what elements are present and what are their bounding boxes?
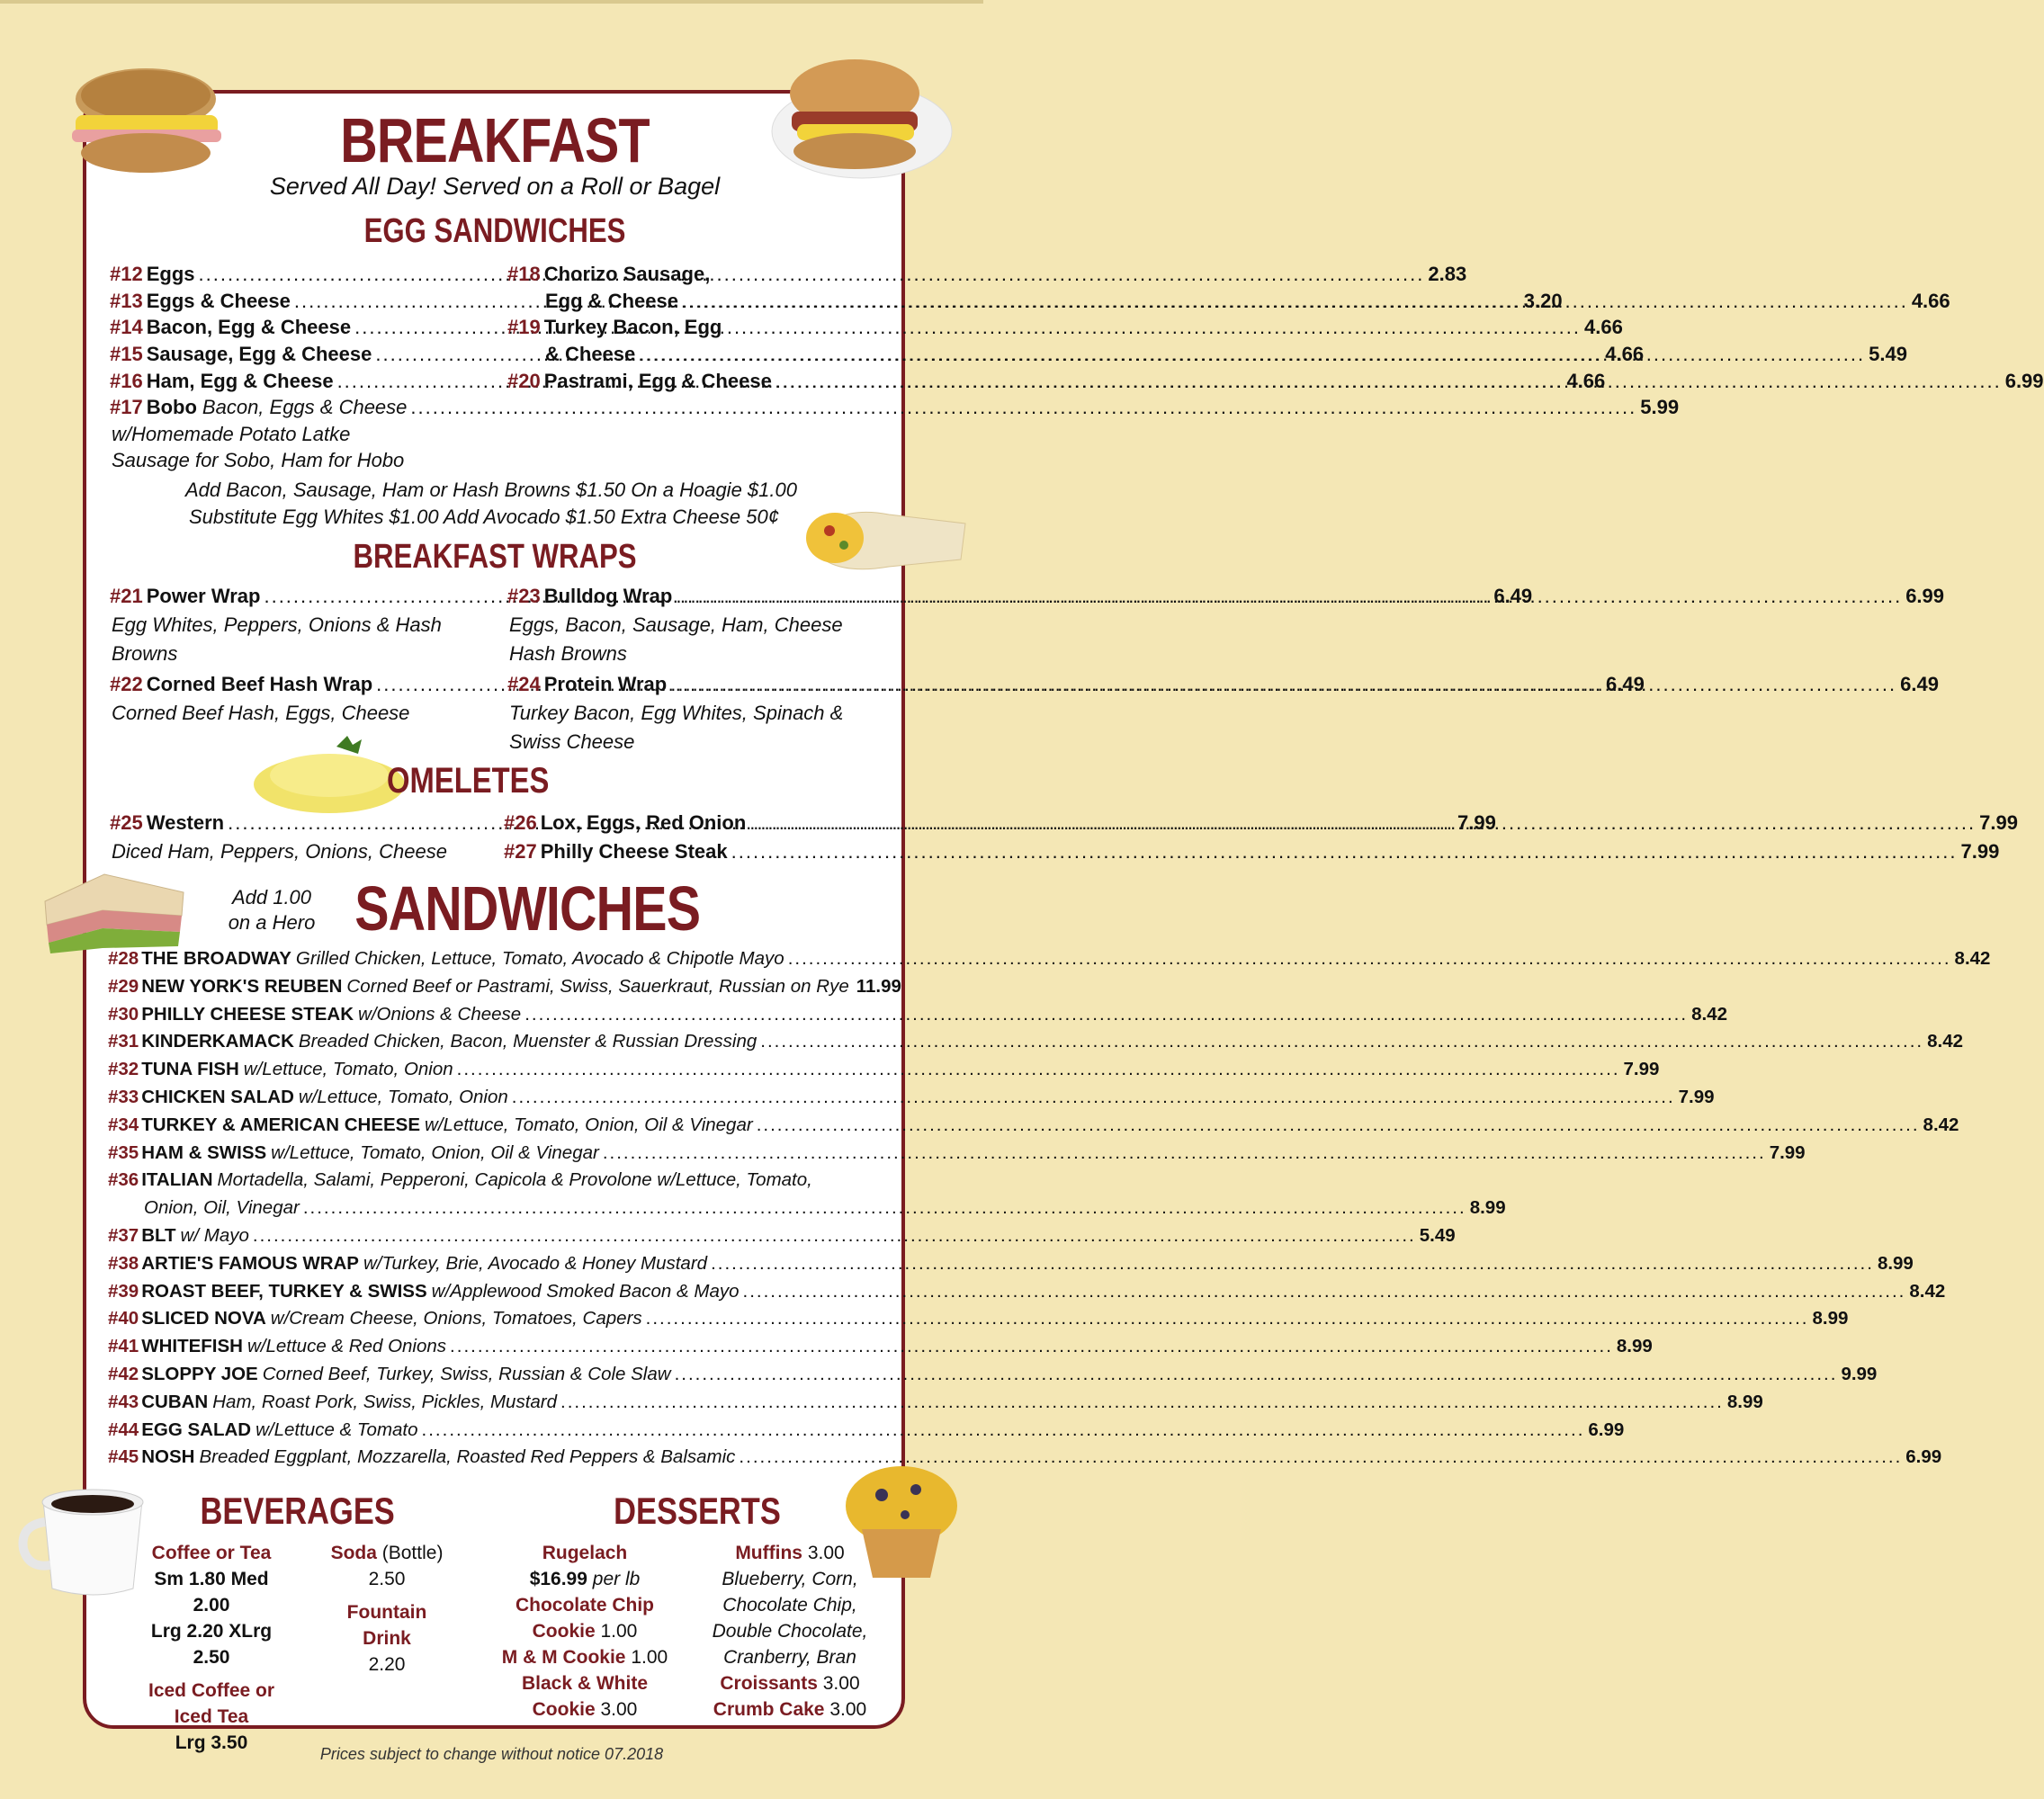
item-price: 8.42 xyxy=(1909,1280,1946,1302)
item-price: 6.49 xyxy=(1493,585,1533,607)
item-number: #32 xyxy=(108,1059,139,1080)
item-name: & Cheese xyxy=(545,343,636,365)
mm-price: 1.00 xyxy=(631,1647,668,1668)
sandwich-row xyxy=(108,1031,1964,1052)
item-name: Lox, Eggs, Red Onion xyxy=(540,811,747,834)
muffin-flavors: Cranberry, Bran xyxy=(723,1647,856,1668)
item-number: #30 xyxy=(108,1003,139,1025)
addons-line: Substitute Egg Whites $1.00 Add Avocado $1.50 Extra Cheese 50¢ xyxy=(189,506,779,528)
footer-note: Prices subject to change without notice 07.2018 xyxy=(319,1745,664,1763)
item-number: #38 xyxy=(108,1252,139,1274)
menu-item xyxy=(507,316,867,339)
item-name: Protein Wrap xyxy=(543,673,668,695)
leader-dots xyxy=(682,290,1908,313)
item-description: Browns xyxy=(112,642,178,665)
item-number: #27 xyxy=(504,840,537,863)
breakfast-subtitle: Served All Day! Served on a Roll or Bagel xyxy=(269,173,721,200)
muffins-price: 3.00 xyxy=(807,1543,845,1563)
chocolate-chip-cookie: Chocolate Chip xyxy=(515,1595,654,1616)
leader-dots xyxy=(303,1197,1466,1219)
item-number: #41 xyxy=(108,1336,139,1357)
item-name: Ham, Egg & Cheese xyxy=(146,370,334,392)
black-white-cookie: Black & White xyxy=(521,1673,649,1694)
sandwich-row xyxy=(108,1141,1806,1164)
sandwich-row xyxy=(108,1364,1878,1385)
item-name: TURKEY & AMERICAN CHEESE xyxy=(141,1114,421,1135)
rugelach: Rugelach xyxy=(542,1543,628,1563)
omeletes-title: OMELETES xyxy=(387,761,550,801)
item-price: 9.99 xyxy=(1841,1364,1878,1384)
iced-title: Iced Tea xyxy=(174,1706,249,1727)
item-number: #20 xyxy=(507,370,541,392)
item-number: #26 xyxy=(504,811,537,834)
breakfast-wraps-title: BREAKFAST WRAPS xyxy=(353,538,637,576)
leader-dots xyxy=(512,1087,1675,1108)
leader-dots xyxy=(410,396,1636,419)
breakfast-title: BREAKFAST xyxy=(340,105,650,175)
item-description: w/Lettuce & Red Onions xyxy=(247,1336,447,1357)
item-price: 8.99 xyxy=(1616,1336,1653,1357)
coffee-sizes: Lrg 2.20 XLrg 2.50 xyxy=(150,1621,273,1668)
menu-item xyxy=(110,343,1645,366)
item-number: #22 xyxy=(110,673,143,695)
item-number: #24 xyxy=(507,673,541,695)
item-name: Sausage, Egg & Cheese xyxy=(146,343,372,365)
item-description: Onion, Oil, Vinegar xyxy=(144,1197,300,1219)
item-description: Diced Ham, Peppers, Onions, Cheese xyxy=(112,840,447,863)
leader-dots xyxy=(757,1114,1920,1136)
leader-dots xyxy=(743,1281,1906,1302)
leader-dots xyxy=(749,811,1976,835)
soda-price: 2.50 xyxy=(368,1569,406,1589)
item-number: #28 xyxy=(108,948,139,969)
sandwich-row xyxy=(108,948,1991,970)
item-description: w/Lettuce & Tomato xyxy=(256,1419,418,1440)
item-price: 4.66 xyxy=(1583,316,1623,338)
item-name: Bobo xyxy=(146,396,197,418)
item-number: #40 xyxy=(108,1308,139,1329)
breakfast-wrap-image xyxy=(799,497,970,576)
item-number: #35 xyxy=(108,1141,139,1163)
menu-item xyxy=(110,396,1680,419)
item-price: 6.99 xyxy=(1905,585,1945,607)
item-number: #21 xyxy=(110,585,143,607)
item-name: HAM & SWISS xyxy=(141,1141,267,1163)
sandwich-row xyxy=(144,1197,1506,1219)
item-price: 6.99 xyxy=(1588,1419,1625,1440)
leader-dots xyxy=(422,1419,1585,1441)
item-price: 8.42 xyxy=(1691,1003,1727,1025)
item-name: Eggs & Cheese xyxy=(146,290,291,312)
item-price: 5.49 xyxy=(1869,343,1907,365)
item-name: CUBAN xyxy=(141,1391,209,1412)
item-price: 7.99 xyxy=(1457,811,1496,834)
item-number: #15 xyxy=(110,343,143,365)
sandwich-row xyxy=(108,1169,882,1191)
item-name: BLT xyxy=(141,1225,176,1246)
sandwiches-title: SANDWICHES xyxy=(354,873,701,944)
item-name: NEW YORK'S REUBEN xyxy=(141,975,343,997)
leader-dots xyxy=(646,1308,1809,1329)
item-price: 5.99 xyxy=(1640,396,1680,418)
soda-block xyxy=(324,1540,450,1678)
chocolate-chip-price: 1.00 xyxy=(600,1621,638,1642)
item-description: w/Applewood Smoked Bacon & Mayo xyxy=(431,1280,740,1302)
item-description: Corned Beef, Turkey, Swiss, Russian & Cole Slaw xyxy=(262,1364,671,1384)
item-description: w/ Mayo xyxy=(180,1225,249,1246)
muffins: Muffins xyxy=(735,1543,802,1563)
item-price: 5.49 xyxy=(1419,1225,1456,1246)
leader-dots xyxy=(760,1031,1923,1052)
omelete-image xyxy=(250,730,408,820)
item-price: 7.99 xyxy=(1678,1087,1715,1107)
item-price: 7.99 xyxy=(1979,811,2018,834)
item-price: 7.99 xyxy=(1960,840,2000,863)
rugelach-price: $16.99 xyxy=(529,1569,587,1589)
croissants-price: 3.00 xyxy=(822,1673,860,1694)
item-name: ARTIE'S FAMOUS WRAP xyxy=(141,1252,359,1274)
item-price: 7.99 xyxy=(1623,1059,1660,1080)
item-number: #29 xyxy=(108,975,139,997)
item-name: SLOPPY JOE xyxy=(141,1364,258,1384)
item-price: 4.66 xyxy=(1566,370,1606,392)
menu-item xyxy=(507,263,867,286)
desserts-col-1 xyxy=(495,1540,675,1723)
fountain-price: 2.20 xyxy=(368,1654,406,1675)
mm-cookie: M & M Cookie xyxy=(501,1647,626,1668)
item-description: w/Lettuce, Tomato, Onion, Oil & Vinegar xyxy=(271,1141,599,1163)
iced-price: Lrg 3.50 xyxy=(175,1732,248,1753)
sandwich-row xyxy=(108,975,901,998)
leader-dots xyxy=(739,1446,1902,1468)
leader-dots xyxy=(676,585,1902,608)
item-number: #45 xyxy=(108,1446,139,1468)
item-price: 4.66 xyxy=(1911,290,1950,312)
item-description: Corned Beef or Pastrami, Swiss, Sauerkraut, Russian on Rye xyxy=(346,975,849,997)
item-number: #39 xyxy=(108,1280,139,1302)
leader-dots xyxy=(560,1392,1724,1413)
item-name: Bacon, Egg & Cheese xyxy=(146,316,352,338)
item-description: Bacon, Eggs & Cheese xyxy=(202,396,408,418)
item-description: Mortadella, Salami, Pepperoni, Capicola & Provolone w/Lettuce, Tomato, xyxy=(217,1169,812,1191)
item-price: 2.83 xyxy=(1428,263,1467,285)
black-white-price: 3.00 xyxy=(600,1699,638,1720)
item-description: Corned Beef Hash, Eggs, Cheese xyxy=(112,702,410,724)
item-name: Power Wrap xyxy=(146,585,261,607)
menu-item xyxy=(504,840,2000,864)
item-number: #31 xyxy=(108,1031,139,1052)
sandwich-row xyxy=(108,1391,1763,1413)
item-name: ITALIAN xyxy=(141,1169,213,1191)
item-number: #37 xyxy=(108,1225,139,1246)
sandwich-row xyxy=(108,1252,1914,1275)
item-description: Breaded Chicken, Bacon, Muenster & Russian Dressing xyxy=(298,1031,758,1052)
item-number: #34 xyxy=(108,1114,139,1135)
leader-dots xyxy=(731,840,1958,864)
soda-note: (Bottle) xyxy=(381,1543,444,1563)
sandwich-row xyxy=(108,1336,1653,1357)
leader-dots xyxy=(639,343,1865,366)
item-name: Pastrami, Egg & Cheese xyxy=(543,370,772,392)
item-price: 6.99 xyxy=(1905,1446,1942,1468)
hero-note xyxy=(209,885,335,935)
crumb-cake: Crumb Cake xyxy=(713,1699,825,1720)
item-number: #16 xyxy=(110,370,143,392)
sandwich-row xyxy=(108,1003,1727,1025)
bobo-note: Sausage for Sobo, Ham for Hobo xyxy=(112,449,405,471)
sandwich-row xyxy=(108,1114,1959,1136)
coffee-sizes: Sm 1.80 Med 2.00 xyxy=(154,1569,269,1616)
black-white-cookie: Cookie xyxy=(532,1699,596,1720)
item-number: #19 xyxy=(507,316,541,338)
item-price: 6.99 xyxy=(2004,370,2044,392)
croissants: Croissants xyxy=(720,1673,818,1694)
item-name: EGG SALAD xyxy=(141,1419,252,1440)
item-name: WHITEFISH xyxy=(141,1336,243,1357)
item-name: Corned Beef Hash Wrap xyxy=(146,673,373,695)
menu-item xyxy=(504,811,2018,835)
item-name: TUNA FISH xyxy=(141,1059,239,1080)
item-price: 8.99 xyxy=(1469,1197,1506,1219)
hero-note-line: Add 1.00 xyxy=(231,886,312,908)
item-price: 7.99 xyxy=(1769,1141,1806,1163)
item-number: #12 xyxy=(110,263,143,285)
item-number: #13 xyxy=(110,290,143,312)
item-description: w/Turkey, Brie, Avocado & Honey Mustard xyxy=(363,1252,708,1274)
item-price: 6.49 xyxy=(1900,673,1939,695)
item-name: THE BROADWAY xyxy=(141,948,291,969)
muffin-flavors: Blueberry, Corn, xyxy=(722,1569,858,1589)
leader-dots xyxy=(675,1364,1838,1385)
leader-dots xyxy=(603,1142,1766,1164)
item-name: ROAST BEEF, TURKEY & SWISS xyxy=(141,1280,427,1302)
item-name: CHICKEN SALAD xyxy=(141,1087,294,1107)
item-price: 3.20 xyxy=(1523,290,1563,312)
item-description: w/Lettuce, Tomato, Onion, Oil & Vinegar xyxy=(425,1114,753,1135)
chocolate-chip-cookie: Cookie xyxy=(532,1621,596,1642)
item-number: #23 xyxy=(507,585,541,607)
item-name: Bulldog Wrap xyxy=(543,585,673,607)
sandwich-row xyxy=(108,1280,1946,1302)
sandwich-row xyxy=(108,1308,1849,1329)
leader-dots xyxy=(524,1004,1688,1025)
item-description: Swiss Cheese xyxy=(509,730,635,753)
leader-dots xyxy=(457,1059,1620,1080)
muffin-flavors: Chocolate Chip, xyxy=(722,1595,857,1616)
item-description: Breaded Eggplant, Mozzarella, Roasted Red Peppers & Balsamic xyxy=(199,1446,736,1468)
leader-dots xyxy=(711,1253,1874,1275)
leader-dots xyxy=(253,1225,1416,1247)
item-description: w/Cream Cheese, Onions, Tomatoes, Capers xyxy=(270,1308,642,1329)
item-price: 8.99 xyxy=(1812,1308,1849,1329)
deli-sandwich-image xyxy=(40,865,188,955)
hero-note-line: on a Hero xyxy=(228,911,316,934)
item-name: Chorizo Sausage, xyxy=(543,263,711,285)
item-number: #36 xyxy=(108,1169,139,1191)
item-number: #25 xyxy=(110,811,143,834)
item-number: #42 xyxy=(108,1364,139,1384)
item-price: 8.99 xyxy=(1877,1252,1914,1274)
iced-title: Iced Coffee or xyxy=(148,1680,275,1701)
item-price: 6.49 xyxy=(1606,673,1645,695)
egg-sandwiches-title: EGG SANDWICHES xyxy=(363,212,626,250)
item-price: 11.99 xyxy=(856,975,901,997)
sandwich-row xyxy=(108,1225,1456,1247)
item-name: Turkey Bacon, Egg xyxy=(543,316,722,338)
item-name: SLICED NOVA xyxy=(141,1308,266,1329)
item-description: Hash Browns xyxy=(509,642,627,665)
item-description: w/Lettuce, Tomato, Onion xyxy=(298,1087,508,1107)
item-description: w/Onions & Cheese xyxy=(358,1003,522,1025)
item-description: w/Lettuce, Tomato, Onion xyxy=(243,1059,453,1080)
leader-dots xyxy=(670,673,1896,696)
item-price: 8.42 xyxy=(1923,1114,1959,1135)
item-description: Ham, Roast Pork, Swiss, Pickles, Mustard xyxy=(212,1391,558,1412)
item-number: #44 xyxy=(108,1419,139,1440)
item-name: Philly Cheese Steak xyxy=(540,840,728,863)
item-price: 4.66 xyxy=(1605,343,1645,365)
sandwich-row xyxy=(108,1087,1715,1108)
sandwich-row xyxy=(108,1446,1942,1468)
leader-dots xyxy=(788,948,1951,970)
item-description: Eggs, Bacon, Sausage, Ham, Cheese xyxy=(509,613,843,636)
crumb-cake-price: 3.00 xyxy=(829,1699,867,1720)
item-number: #14 xyxy=(110,316,143,338)
sandwich-row xyxy=(108,1059,1660,1080)
soda-title: Soda xyxy=(330,1543,377,1563)
item-price: 8.99 xyxy=(1726,1391,1763,1412)
leader-dots xyxy=(775,370,2002,393)
muffin-flavors: Double Chocolate, xyxy=(712,1621,868,1642)
item-description: Turkey Bacon, Egg Whites, Spinach & xyxy=(509,702,844,724)
coffee-title: Coffee or Tea xyxy=(151,1543,272,1563)
menu-item xyxy=(507,673,1939,696)
item-number: #43 xyxy=(108,1391,139,1412)
desserts-col-2 xyxy=(700,1540,880,1723)
item-name: KINDERKAMACK xyxy=(141,1031,294,1052)
fountain-title: Drink xyxy=(363,1628,411,1649)
item-name: Western xyxy=(146,811,225,834)
beverages-title: BEVERAGES xyxy=(200,1490,395,1532)
item-name: Egg & Cheese xyxy=(545,290,678,312)
desserts-title: DESSERTS xyxy=(614,1490,781,1532)
egg-sandwich-roll-image xyxy=(63,63,225,180)
item-number: #18 xyxy=(507,263,541,285)
sandwich-row xyxy=(108,1419,1625,1441)
item-price: 8.42 xyxy=(1927,1031,1964,1052)
item-number: #33 xyxy=(108,1087,139,1107)
item-number: #17 xyxy=(110,396,143,418)
bobo-note: w/Homemade Potato Latke xyxy=(112,423,351,445)
item-name: NOSH xyxy=(141,1446,195,1468)
fountain-title: Fountain xyxy=(346,1602,427,1623)
item-price: 8.42 xyxy=(1954,948,1991,969)
item-description: Grilled Chicken, Lettuce, Tomato, Avocado & Chipotle Mayo xyxy=(295,948,784,969)
top-edge xyxy=(0,0,983,4)
rugelach-unit: per lb xyxy=(592,1569,641,1589)
item-description: Egg Whites, Peppers, Onions & Hash xyxy=(112,613,442,636)
item-name: Eggs xyxy=(146,263,195,285)
egg-sandwich-bagel-image xyxy=(754,50,956,185)
addons-line: Add Bacon, Sausage, Ham or Hash Browns $1.50 On a Hoagie $1.00 xyxy=(185,479,797,501)
coffee-tea-block xyxy=(135,1540,288,1756)
item-name: PHILLY CHEESE STEAK xyxy=(141,1003,354,1025)
leader-dots xyxy=(450,1336,1613,1357)
